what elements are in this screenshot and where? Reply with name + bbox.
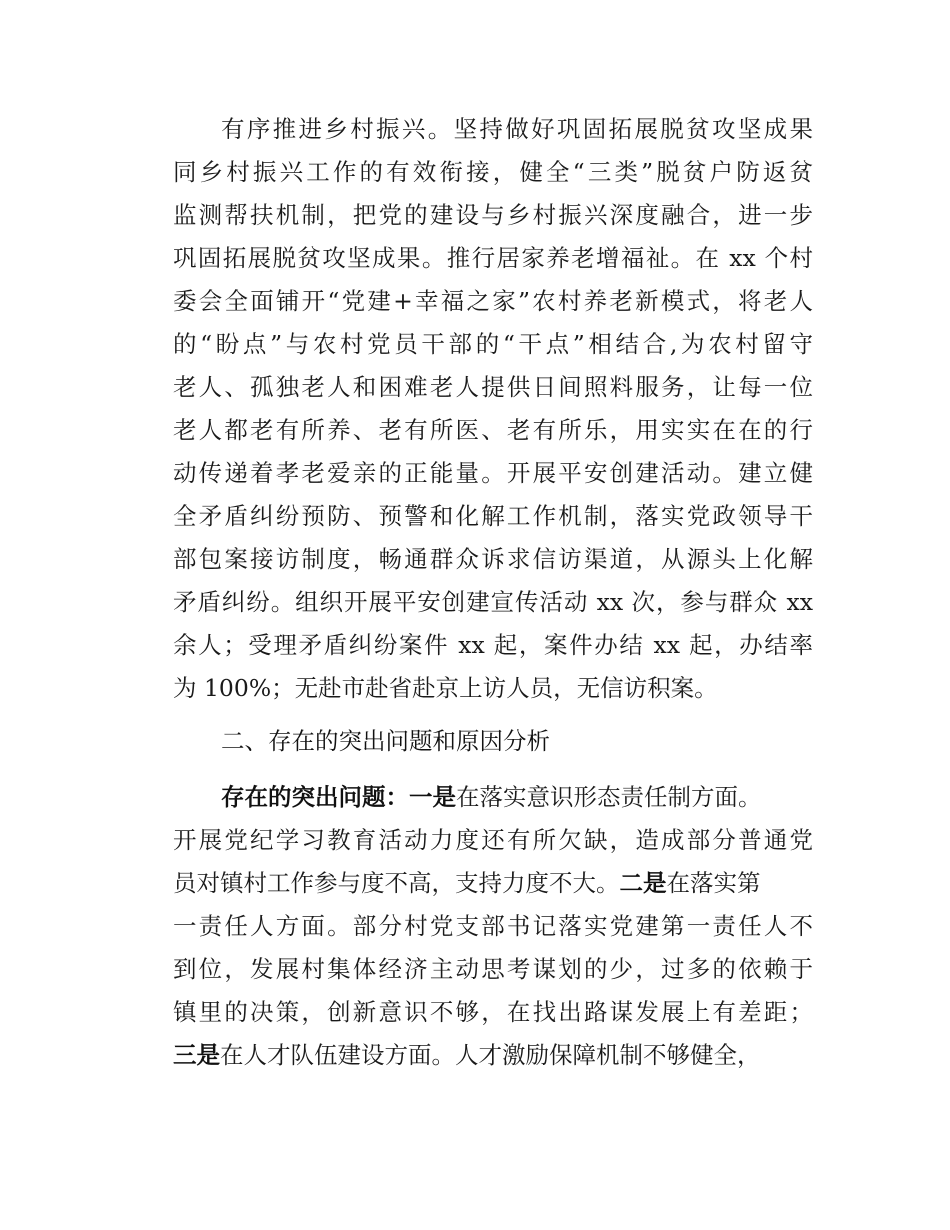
paragraph-line: 老人都老有所养、老有所医、老有所乐，用实实在在的行 xyxy=(173,416,813,444)
line-text: 在落实意识形态责任制方面。 xyxy=(456,783,762,811)
paragraph-line xyxy=(173,868,813,898)
paragraph-line xyxy=(173,1040,813,1070)
line-text: 员对镇村工作参与度不高，支持力度不大。 xyxy=(173,869,620,897)
bold-lead-text: 存在的突出问题：一是 xyxy=(221,783,456,811)
section-heading: 二、存在的突出问题和原因分析 xyxy=(221,727,550,755)
paragraph-line: 余人；受理矛盾纠纷案件 xx 起，案件办结 xx 起，办结率 xyxy=(173,631,813,659)
paragraph-line: 巩固拓展脱贫攻坚成果。推行居家养老增福祉。在 xx 个村 xyxy=(173,244,813,272)
paragraph-line: 镇里的决策，创新意识不够，在找出路谋发展上有差距； xyxy=(173,998,813,1026)
paragraph-line: 到位，发展村集体经济主动思考谋划的少，过多的依赖于 xyxy=(173,955,813,983)
line-text: 在落实第 xyxy=(666,869,761,897)
paragraph-line: 的“盼点”与农村党员干部的“干点”相结合,为农村留守 xyxy=(173,330,813,358)
paragraph-line: 监测帮扶机制，把党的建设与乡村振兴深度融合，进一步 xyxy=(173,201,813,229)
bold-lead-text: 二是 xyxy=(619,869,667,897)
paragraph-line xyxy=(221,782,813,812)
paragraph-line: 动传递着孝老爱亲的正能量。开展平安创建活动。建立健 xyxy=(173,459,813,487)
paragraph-line: 一责任人方面。部分村党支部书记落实党建第一责任人不 xyxy=(173,912,813,940)
bold-lead-text: 三是 xyxy=(173,1041,220,1069)
paragraph-line: 部包案接访制度，畅通群众诉求信访渠道，从源头上化解 xyxy=(173,545,813,573)
paragraph-line: 全矛盾纠纷预防、预警和化解工作机制，落实党政领导干 xyxy=(173,502,813,530)
line-text: 在人才队伍建设方面。人才激励保障机制不够健全， xyxy=(220,1041,761,1069)
paragraph-line: 有序推进乡村振兴。坚持做好巩固拓展脱贫攻坚成果 xyxy=(221,115,813,143)
paragraph-line: 为 100%；无赴市赴省赴京上访人员，无信访积案。 xyxy=(173,674,718,702)
paragraph-line: 委会全面铺开“党建+幸福之家”农村养老新模式，将老人 xyxy=(173,287,813,315)
paragraph-line: 矛盾纠纷。组织开展平安创建宣传活动 xx 次，参与群众 xx xyxy=(173,588,814,616)
paragraph-line: 同乡村振兴工作的有效衔接，健全“三类”脱贫户防返贫 xyxy=(173,158,813,186)
paragraph-line: 老人、孤独老人和困难老人提供日间照料服务，让每一位 xyxy=(173,373,813,401)
paragraph-line: 开展党纪学习教育活动力度还有所欠缺，造成部分普通党 xyxy=(173,826,813,854)
